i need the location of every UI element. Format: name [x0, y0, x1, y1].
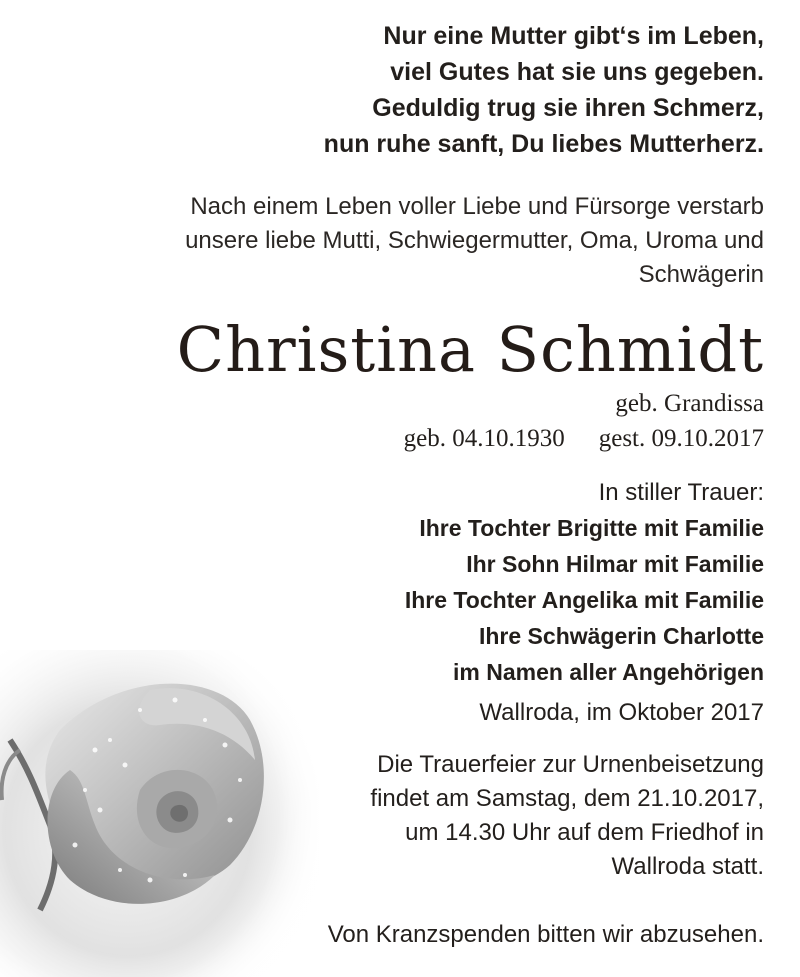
verse-line: nun ruhe sanft, Du liebes Mutterherz.: [323, 130, 764, 158]
verse-line: viel Gutes hat sie uns gegeben.: [390, 58, 764, 86]
mourners-list: [405, 510, 764, 690]
funeral-line: findet am Samstag, dem 21.10.2017,: [370, 785, 764, 812]
funeral-line: um 14.30 Uhr auf dem Friedhof in: [405, 819, 764, 846]
verse-line: Geduldig trug sie ihren Schmerz,: [372, 94, 764, 122]
birth-date: geb. 04.10.1930: [403, 425, 565, 452]
mourning-label: In stiller Trauer:: [598, 479, 764, 506]
funeral-line: Die Trauerfeier zur Urnenbeisetzung: [377, 751, 764, 778]
intro-text: [185, 190, 764, 292]
mourner-item: Ihre Tochter Angelika mit Familie: [404, 587, 764, 613]
verse-line: Nur eine Mutter gibt‘s im Leben,: [383, 22, 764, 50]
mourner-item: im Namen aller Angehörigen: [453, 659, 764, 685]
intro-line: Nach einem Leben voller Liebe und Fürsorge verstarb: [190, 193, 764, 220]
intro-line: unsere liebe Mutti, Schwiegermutter, Oma, Uroma und: [185, 227, 764, 254]
mourner-item: Ihre Schwägerin Charlotte: [478, 623, 764, 649]
mourner-item: Ihre Tochter Brigitte mit Familie: [419, 515, 764, 541]
life-dates: [404, 422, 764, 456]
funeral-notice: [370, 748, 764, 884]
mourner-item: Ihr Sohn Hilmar mit Familie: [466, 551, 764, 577]
intro-line: Schwägerin: [638, 261, 764, 288]
place-and-date: Wallroda, im Oktober 2017: [479, 699, 764, 726]
death-date: gest. 09.10.2017: [598, 425, 764, 452]
memorial-verse: [324, 18, 764, 162]
deceased-name: Christina Schmidt: [176, 313, 764, 386]
funeral-line: Wallroda statt.: [611, 853, 764, 880]
rose-icon: [0, 650, 320, 977]
birth-name: geb. Grandissa: [615, 390, 764, 417]
closing-note: Von Kranzspenden bitten wir abzusehen.: [327, 921, 764, 948]
